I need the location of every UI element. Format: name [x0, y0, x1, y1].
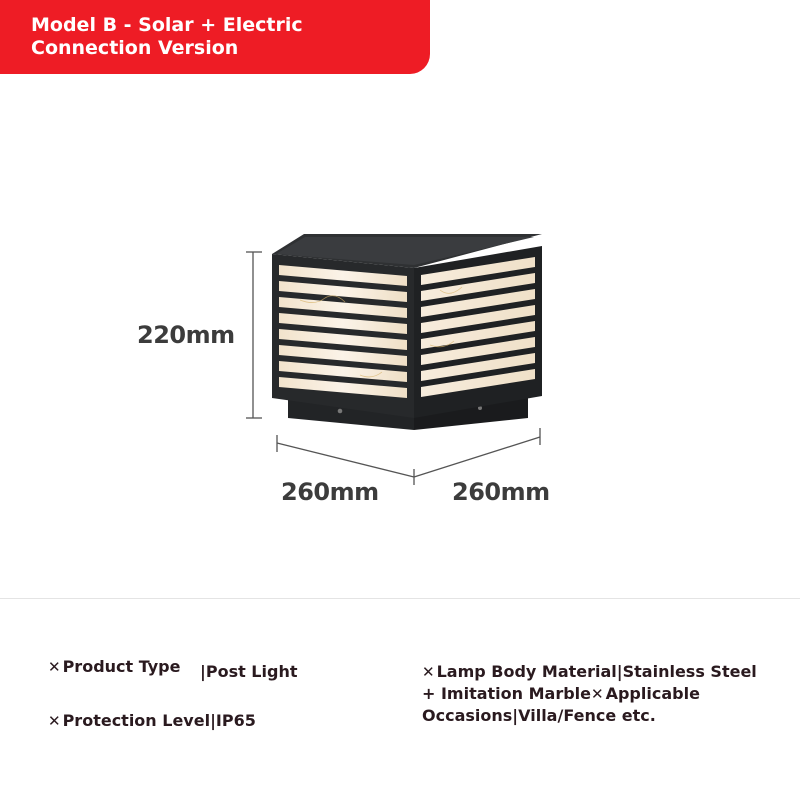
- cross-icon: ✕: [591, 685, 604, 703]
- spec-protection-level: ✕ Protection Level|IP65: [48, 711, 256, 730]
- depth-label: 260mm: [452, 478, 550, 506]
- height-dimension-line: [246, 252, 262, 418]
- width-label: 260mm: [281, 478, 379, 506]
- spec-product-type-value: |Post Light: [200, 662, 298, 681]
- spec-material-occasions: ✕ Lamp Body Material|Stainless Steel + Imitation Marble✕ Applicable Occasions|Villa/Fence etc.: [422, 662, 757, 725]
- cross-icon: ✕: [422, 663, 435, 681]
- spec-product-type-label: ✕ Product Type: [48, 657, 181, 676]
- height-label: 220mm: [137, 321, 235, 349]
- model-title: Model B - Solar + Electric Connection Version: [31, 14, 303, 59]
- cross-icon: ✕: [48, 712, 61, 730]
- post-light-lamp: [272, 234, 542, 430]
- width-dimension-line: [277, 428, 540, 485]
- section-divider: [0, 598, 800, 599]
- cross-icon: ✕: [48, 658, 61, 676]
